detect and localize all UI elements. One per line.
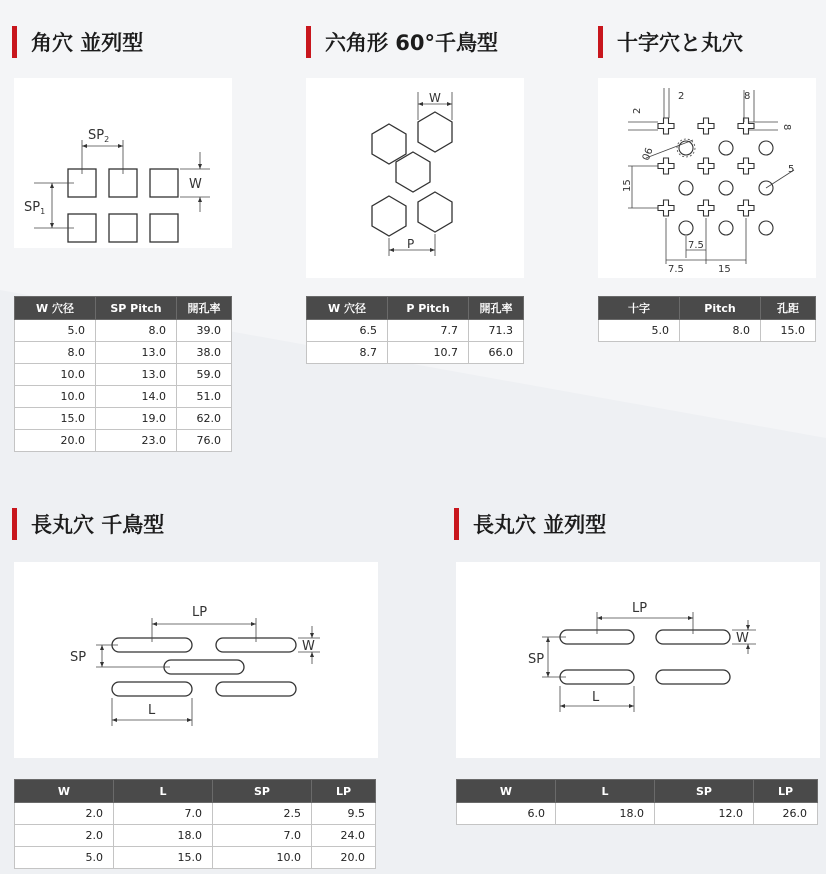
table-cell: 51.0 bbox=[177, 386, 232, 408]
column-header: SP bbox=[213, 780, 312, 803]
arrowhead-or-hole bbox=[746, 625, 750, 630]
table-header-row bbox=[307, 297, 524, 320]
column-header: SP bbox=[655, 780, 754, 803]
spec-table-slot-staggered bbox=[14, 779, 376, 869]
section-title: 六角形 60°千鳥型 bbox=[325, 31, 499, 55]
table-cell: 6.5 bbox=[307, 320, 388, 342]
table-header-row bbox=[15, 780, 376, 803]
table-cell: 24.0 bbox=[312, 825, 376, 847]
cross-hole bbox=[738, 200, 754, 216]
square-hole bbox=[109, 214, 137, 242]
table-cell: 76.0 bbox=[177, 430, 232, 452]
round-hole bbox=[719, 141, 733, 155]
cross-hole bbox=[738, 158, 754, 174]
table-cell: 8.0 bbox=[96, 320, 177, 342]
cross-hole bbox=[658, 158, 674, 174]
arrowhead-or-hole bbox=[546, 672, 550, 677]
column-header: LP bbox=[754, 780, 818, 803]
spec-table-hexagon bbox=[306, 296, 524, 364]
round-hole bbox=[719, 181, 733, 195]
column-header: W bbox=[457, 780, 556, 803]
label-left-2: 2 bbox=[632, 107, 643, 114]
table-cell: 13.0 bbox=[96, 342, 177, 364]
arrowhead-or-hole bbox=[418, 102, 423, 106]
table-cell: 10.0 bbox=[15, 386, 96, 408]
label-w: W bbox=[429, 91, 441, 105]
table-cell: 5.0 bbox=[15, 320, 96, 342]
column-header: 孔距 bbox=[761, 297, 816, 320]
section-title: 長丸穴 並列型 bbox=[473, 513, 607, 537]
label-w: W bbox=[189, 177, 202, 192]
column-header: L bbox=[556, 780, 655, 803]
arrowhead-or-hole bbox=[100, 662, 104, 667]
table-cell: 8.0 bbox=[680, 320, 761, 342]
arrowhead-or-hole bbox=[112, 718, 117, 722]
table-row bbox=[15, 803, 376, 825]
heading-accent-bar bbox=[454, 508, 459, 540]
label-w: W bbox=[302, 639, 315, 654]
cross-hole bbox=[658, 200, 674, 216]
table-row bbox=[15, 408, 232, 430]
arrowhead-or-hole bbox=[152, 622, 157, 626]
cross-hole bbox=[698, 200, 714, 216]
round-hole bbox=[759, 221, 773, 235]
section-heading-square-parallel bbox=[12, 26, 143, 58]
arrowhead-or-hole bbox=[560, 704, 565, 708]
table-cell: 66.0 bbox=[469, 342, 524, 364]
column-header: Pitch bbox=[680, 297, 761, 320]
table-header-row bbox=[599, 297, 816, 320]
arrowhead-or-hole bbox=[389, 248, 394, 252]
table-cell: 8.0 bbox=[15, 342, 96, 364]
arrowhead-or-hole bbox=[82, 144, 87, 148]
spec-table-square-parallel bbox=[14, 296, 232, 452]
label-right-8: 8 bbox=[781, 124, 792, 131]
table-cell: 20.0 bbox=[15, 430, 96, 452]
diagram-slot-parallel bbox=[456, 562, 820, 758]
arrowhead-or-hole bbox=[310, 633, 314, 638]
table-row bbox=[15, 847, 376, 869]
section-heading-slot-parallel bbox=[454, 508, 606, 540]
table-cell: 10.7 bbox=[388, 342, 469, 364]
table-cell: 23.0 bbox=[96, 430, 177, 452]
heading-accent-bar bbox=[12, 26, 17, 58]
label-lp: LP bbox=[632, 601, 648, 616]
section-heading-cross-round bbox=[598, 26, 743, 58]
diagram-slot-staggered bbox=[14, 562, 378, 758]
column-header: W bbox=[15, 780, 114, 803]
label-15-bottom: 15 bbox=[718, 264, 731, 275]
table-cell: 10.0 bbox=[15, 364, 96, 386]
table-cell: 39.0 bbox=[177, 320, 232, 342]
arrowhead-or-hole bbox=[100, 645, 104, 650]
table-row bbox=[15, 430, 232, 452]
square-hole bbox=[150, 169, 178, 197]
label-r5: 5 bbox=[788, 164, 795, 175]
arrowhead-or-hole bbox=[447, 102, 452, 106]
table-cell: 8.7 bbox=[307, 342, 388, 364]
round-hole bbox=[719, 221, 733, 235]
column-header: SP Pitch bbox=[96, 297, 177, 320]
label-dia: 06 bbox=[640, 146, 656, 163]
hole-shape bbox=[164, 660, 244, 674]
label-w: W bbox=[736, 631, 749, 646]
table-cell: 6.0 bbox=[457, 803, 556, 825]
hexagon-hole bbox=[418, 112, 452, 152]
table-cell: 38.0 bbox=[177, 342, 232, 364]
label-p: P bbox=[407, 237, 415, 251]
section-title: 十字穴と丸穴 bbox=[617, 31, 743, 55]
table-row bbox=[15, 364, 232, 386]
table-row bbox=[15, 825, 376, 847]
table-header-row bbox=[15, 297, 232, 320]
arrowhead-or-hole bbox=[251, 622, 256, 626]
table-cell: 5.0 bbox=[599, 320, 680, 342]
table-cell: 62.0 bbox=[177, 408, 232, 430]
table-row bbox=[307, 320, 524, 342]
hole-shape bbox=[656, 670, 730, 684]
hexagon-hole bbox=[372, 124, 406, 164]
table-cell: 15.0 bbox=[114, 847, 213, 869]
arrowhead-or-hole bbox=[187, 718, 192, 722]
table-cell: 15.0 bbox=[761, 320, 816, 342]
table-cell: 71.3 bbox=[469, 320, 524, 342]
arrowhead-or-hole bbox=[50, 223, 54, 228]
table-cell: 13.0 bbox=[96, 364, 177, 386]
label-7-5-lower: 7.5 bbox=[668, 264, 684, 275]
table-header-row bbox=[457, 780, 818, 803]
table-cell: 20.0 bbox=[312, 847, 376, 869]
diagram-cross-round bbox=[598, 78, 816, 278]
table-cell: 2.5 bbox=[213, 803, 312, 825]
column-header: 開孔率 bbox=[177, 297, 232, 320]
column-header: 十字 bbox=[599, 297, 680, 320]
table-cell: 7.0 bbox=[114, 803, 213, 825]
table-cell: 9.5 bbox=[312, 803, 376, 825]
diagram-hexagon bbox=[306, 78, 524, 278]
table-row bbox=[457, 803, 818, 825]
heading-accent-bar bbox=[598, 26, 603, 58]
cross-hole bbox=[698, 118, 714, 134]
round-hole bbox=[679, 221, 693, 235]
hexagon-hole bbox=[372, 196, 406, 236]
section-heading-hexagon bbox=[306, 26, 498, 58]
label-left-15: 15 bbox=[622, 179, 633, 192]
hole-shape bbox=[112, 682, 192, 696]
hole-shape bbox=[216, 682, 296, 696]
label-sp: SP bbox=[70, 650, 87, 665]
label-sp: SP bbox=[528, 652, 545, 667]
column-header: LP bbox=[312, 780, 376, 803]
table-cell: 15.0 bbox=[15, 408, 96, 430]
hexagon-hole bbox=[418, 192, 452, 232]
table-row bbox=[307, 342, 524, 364]
table-row bbox=[15, 342, 232, 364]
square-hole bbox=[150, 214, 178, 242]
spec-table-cross-round bbox=[598, 296, 816, 342]
cross-hole bbox=[698, 158, 714, 174]
round-hole bbox=[759, 141, 773, 155]
table-row bbox=[15, 386, 232, 408]
label-7-5-upper: 7.5 bbox=[688, 240, 704, 251]
arrowhead-or-hole bbox=[198, 197, 202, 202]
table-cell: 12.0 bbox=[655, 803, 754, 825]
label-l: L bbox=[148, 703, 156, 718]
table-cell: 7.0 bbox=[213, 825, 312, 847]
spec-table-slot-parallel bbox=[456, 779, 818, 825]
diagram-square-parallel bbox=[14, 78, 232, 248]
table-cell: 2.0 bbox=[15, 803, 114, 825]
label-lp: LP bbox=[192, 605, 208, 620]
section-heading-slot-staggered bbox=[12, 508, 164, 540]
hole-shape bbox=[560, 670, 634, 684]
table-cell: 2.0 bbox=[15, 825, 114, 847]
table-cell: 14.0 bbox=[96, 386, 177, 408]
arrowhead-or-hole bbox=[50, 183, 54, 188]
table-row bbox=[599, 320, 816, 342]
hexagon-hole bbox=[396, 152, 430, 192]
arrowhead-or-hole bbox=[597, 616, 602, 620]
table-cell: 18.0 bbox=[114, 825, 213, 847]
heading-accent-bar bbox=[306, 26, 311, 58]
table-cell: 59.0 bbox=[177, 364, 232, 386]
column-header: W 穴径 bbox=[15, 297, 96, 320]
column-header: 開孔率 bbox=[469, 297, 524, 320]
arrowhead-or-hole bbox=[629, 704, 634, 708]
table-cell: 26.0 bbox=[754, 803, 818, 825]
label-sp2: $SP_2$ bbox=[88, 128, 110, 144]
column-header: W 穴径 bbox=[307, 297, 388, 320]
arrowhead-or-hole bbox=[688, 616, 693, 620]
label-top-8: 8 bbox=[744, 91, 751, 102]
heading-accent-bar bbox=[12, 508, 17, 540]
table-cell: 5.0 bbox=[15, 847, 114, 869]
table-cell: 10.0 bbox=[213, 847, 312, 869]
label-top-2: 2 bbox=[678, 91, 685, 102]
table-cell: 7.7 bbox=[388, 320, 469, 342]
label-l: L bbox=[592, 690, 600, 705]
arrowhead-or-hole bbox=[118, 144, 123, 148]
section-title: 長丸穴 千鳥型 bbox=[31, 513, 165, 537]
arrowhead-or-hole bbox=[198, 164, 202, 169]
column-header: P Pitch bbox=[388, 297, 469, 320]
arrowhead-or-hole bbox=[430, 248, 435, 252]
round-hole bbox=[679, 181, 693, 195]
label-sp1: $SP_1$ bbox=[24, 200, 46, 216]
section-title: 角穴 並列型 bbox=[31, 31, 144, 55]
table-cell: 18.0 bbox=[556, 803, 655, 825]
cross-hole bbox=[658, 118, 674, 134]
table-cell: 19.0 bbox=[96, 408, 177, 430]
arrowhead-or-hole bbox=[546, 637, 550, 642]
cross-hole bbox=[738, 118, 754, 134]
table-row bbox=[15, 320, 232, 342]
column-header: L bbox=[114, 780, 213, 803]
